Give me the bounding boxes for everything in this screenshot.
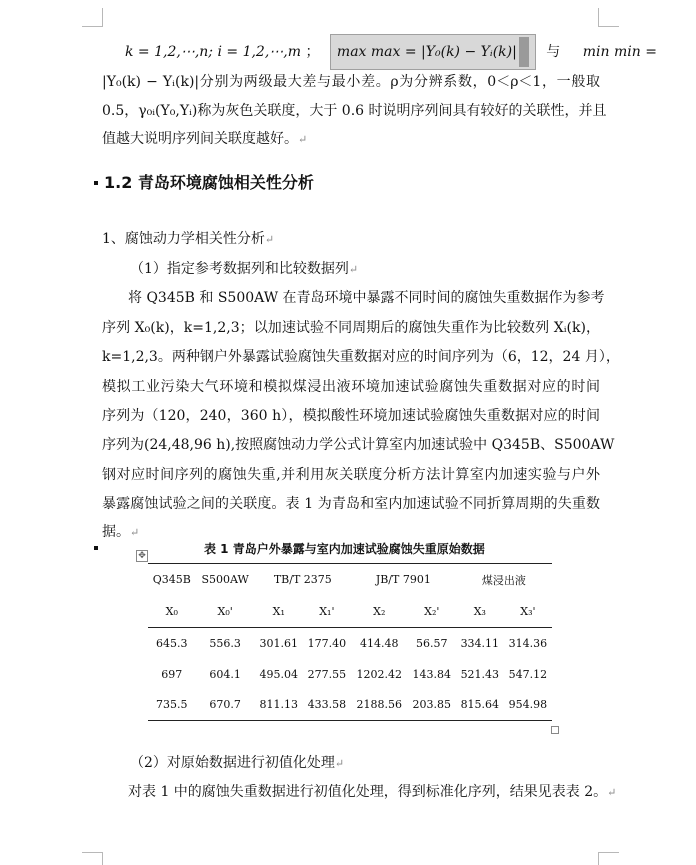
paragraph-mark-icon: ↵ xyxy=(607,786,617,799)
table-cell: 433.58 xyxy=(307,698,347,712)
paragraph-mark-icon: ↵ xyxy=(298,133,308,146)
para2-line4: 模拟工业污染大气环境和模拟煤浸出液环境加速试验腐蚀失重数据对应的时间 xyxy=(102,379,600,395)
table-group-header: Q345B xyxy=(152,573,191,587)
table-cell: 556.3 xyxy=(209,636,241,650)
table-cell: 815.64 xyxy=(460,698,500,712)
table-column-header: X₁ xyxy=(272,604,285,618)
table-group-header: S500AW xyxy=(201,573,249,587)
table-row xyxy=(148,690,552,721)
table-column-header: X₂ xyxy=(373,604,386,618)
para2-line1: 将 Q345B 和 S500AW 在青岛环境中暴露不同时间的腐蚀失重数据作为参考 xyxy=(128,290,605,306)
table-row xyxy=(148,628,552,659)
paragraph-mark-icon: ↵ xyxy=(348,263,359,276)
table-cell: 334.11 xyxy=(460,636,500,650)
table-cell: 56.57 xyxy=(415,636,448,650)
table-column-header: X₃' xyxy=(520,604,536,618)
table-column-header: X₁' xyxy=(319,604,335,618)
table-group-header: 煤浸出液 xyxy=(481,573,526,587)
para2-line6: 序列为(24,48,96 h),按照腐蚀动力学公式计算室内加速试验中 Q345B、S500AW xyxy=(102,437,615,453)
para1-line3 xyxy=(102,128,600,148)
subsection-title-text: 1、腐蚀动力学相关性分析 xyxy=(102,231,265,247)
para2-line5: 序列为（120，240，360 h），模拟酸性环境加速试验腐蚀失重数据对应的时间 xyxy=(102,408,600,424)
data-table xyxy=(148,563,552,721)
table-cell: 547.12 xyxy=(508,667,548,681)
table-column-header-row xyxy=(148,596,552,628)
table-cell: 2188.56 xyxy=(356,698,403,712)
crop-mark-top-right xyxy=(598,8,619,27)
crop-mark-bottom-right xyxy=(598,852,619,865)
para2-line7: 钢对应时间序列的腐蚀失重,并利用灰关联度分析方法计算室内加速实验与户外 xyxy=(102,467,600,483)
crop-mark-top-left xyxy=(82,8,103,27)
para2-line2: 序列 X₀(k)，k=1,2,3；以加速试验不同周期后的腐蚀失重作为比较数列 Xᵢ(k)， xyxy=(102,320,600,336)
formula-line xyxy=(125,34,657,70)
para2-line3: k=1,2,3。两种钢户外暴露试验腐蚀失重数据对应的时间序列为（6，12，24 月）， xyxy=(102,349,620,365)
para2-line9 xyxy=(102,521,600,541)
table-group-header: TB/T 2375 xyxy=(273,573,332,587)
para1-line2: 0.5，γ₀ᵢ(Y₀,Yᵢ)称为灰色关联度，大于 0.6 时说明序列间具有较好的关联性，并且 xyxy=(102,103,607,119)
table-move-handle-icon[interactable]: ✥ xyxy=(136,550,148,562)
section-heading: 1.2 青岛环境腐蚀相关性分析 xyxy=(104,173,314,192)
equation-selection[interactable] xyxy=(330,34,536,70)
table-column-header: X₂' xyxy=(424,604,440,618)
table-cell: 495.04 xyxy=(259,667,298,681)
table-title: 表 1 青岛户外暴露与室内加速试验腐蚀失重原始数据 xyxy=(204,542,485,556)
formula-min: min min = xyxy=(582,44,657,60)
table-cell: 670.7 xyxy=(209,698,241,712)
paragraph-mark-icon: ↵ xyxy=(264,233,275,246)
para3 xyxy=(128,781,617,801)
paragraph-mark-icon: ↵ xyxy=(130,526,140,539)
formula-index: k = 1,2,⋯,n; i = 1,2,⋯,m xyxy=(125,44,302,60)
subsection-title xyxy=(102,228,600,248)
table-cell: 954.98 xyxy=(508,698,548,712)
table-bullet-icon xyxy=(94,546,98,550)
step2-title xyxy=(130,752,628,772)
table-resize-handle-icon[interactable] xyxy=(551,726,559,734)
table-cell: 645.3 xyxy=(156,636,188,650)
table-column-header: X₀' xyxy=(217,604,233,618)
table-cell: 521.43 xyxy=(460,667,500,681)
table-cell: 735.5 xyxy=(156,698,188,712)
table-cell: 414.48 xyxy=(360,636,399,650)
formula-and: 与 xyxy=(546,44,561,60)
paragraph-mark-icon: ↵ xyxy=(334,757,345,770)
table-cell: 604.1 xyxy=(209,667,241,681)
table-cell: 811.13 xyxy=(259,698,298,712)
table-group-header-row xyxy=(148,564,552,596)
table-cell: 177.40 xyxy=(307,636,347,650)
table-cell: 203.85 xyxy=(412,698,451,712)
step1-title xyxy=(130,258,628,278)
heading-bullet-icon xyxy=(94,181,98,185)
table-cell: 277.55 xyxy=(307,667,347,681)
table-cell: 314.36 xyxy=(508,636,548,650)
para2-line9-text: 据。 xyxy=(102,524,130,540)
table-cell: 1202.42 xyxy=(356,667,403,681)
formula-max: max max = |Y₀(k) − Yᵢ(k)| xyxy=(336,44,517,60)
formula-sep: ； xyxy=(305,44,320,60)
crop-mark-bottom-left xyxy=(82,852,103,865)
para1-line1: |Y₀(k) − Yᵢ(k)|分别为两级最大差与最小差。ρ为分辨系数，0＜ρ＜1，一般取 xyxy=(102,74,600,90)
table-group-header: JB/T 7901 xyxy=(375,573,431,587)
para2-line8: 暴露腐蚀试验之间的关联度。表 1 为青岛和室内加速试验不同折算周期的失重数 xyxy=(102,496,600,512)
table-column-header: X₀ xyxy=(165,604,178,618)
table-column-header: X₃ xyxy=(473,604,486,618)
table-row xyxy=(148,659,552,690)
para3-text: 对表 1 中的腐蚀失重数据进行初值化处理，得到标准化序列，结果见表表 2。 xyxy=(128,784,608,800)
table-cell: 697 xyxy=(161,667,183,681)
table-cell: 301.61 xyxy=(259,636,298,650)
step2-title-text: （2）对原始数据进行初值化处理 xyxy=(130,755,335,771)
step1-title-text: （1）指定参考数据列和比较数据列 xyxy=(130,261,349,277)
table-cell: 143.84 xyxy=(412,667,451,681)
para1-line3-text: 值越大说明序列间关联度越好。 xyxy=(102,131,298,147)
equation-scroll-icon[interactable] xyxy=(519,37,529,67)
